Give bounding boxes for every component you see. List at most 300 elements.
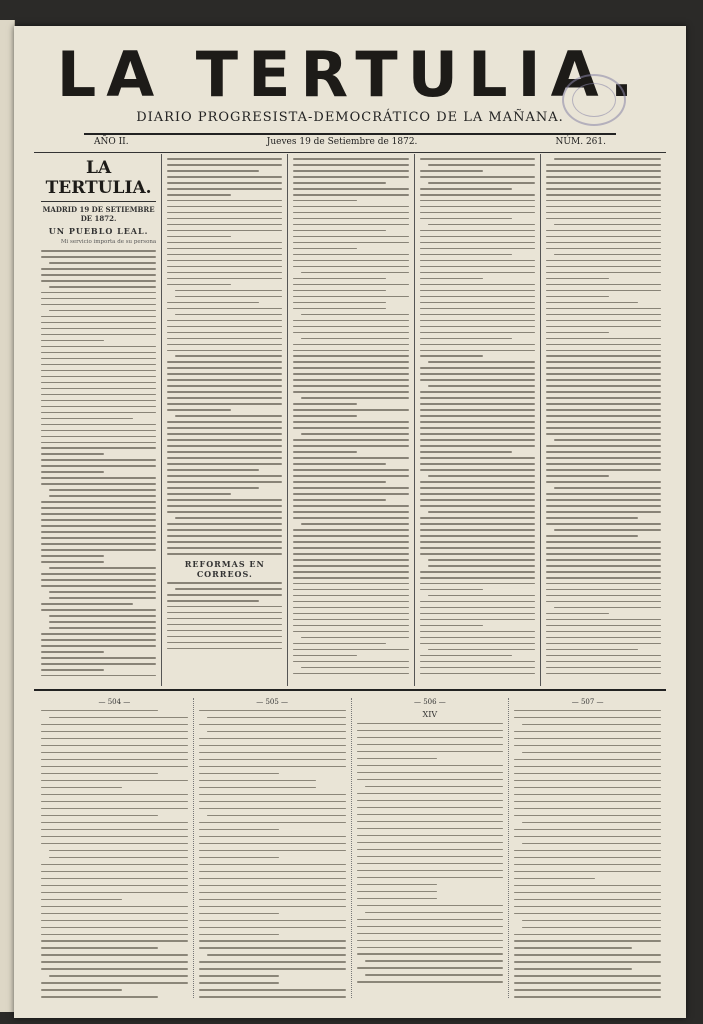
text-line [199,794,346,795]
text-line [546,469,661,471]
text-line [293,254,408,256]
text-line [365,960,504,961]
text-line [167,421,282,423]
text-line [546,373,661,375]
text-line [199,878,346,879]
text-line [293,248,356,250]
text-line [167,284,230,286]
text-line [293,296,408,298]
text-line [41,801,188,802]
text-line [293,487,408,489]
text-line [428,649,535,651]
text-line [293,439,408,441]
text-line [199,829,280,830]
text-line [41,752,188,753]
text-line [357,981,504,982]
text-line [293,583,408,585]
text-line [293,320,408,322]
text-line [199,759,346,760]
text-line [167,427,282,429]
text-line [167,230,282,232]
text-line [167,397,282,399]
text-line [41,899,122,900]
text-line [41,669,104,671]
text-line [514,961,661,962]
text-line [357,723,504,724]
text-line [175,355,282,357]
text-line [41,250,156,252]
text-line [546,236,661,238]
text-line [514,947,631,948]
text-line [293,415,356,417]
text-line [420,463,535,465]
text-line [199,738,346,739]
text-line [420,379,535,381]
text-line [167,332,282,334]
text-line [514,892,661,893]
text-line [420,541,535,543]
text-line [357,933,504,934]
text-line [293,284,408,286]
text-line [199,780,316,781]
text-line [514,766,661,767]
text-line [546,212,661,214]
article-text [41,250,156,676]
text-line [301,637,408,639]
text-line [357,884,438,885]
text-line [428,182,535,184]
text-line [199,787,316,788]
text-line [420,367,535,369]
text-line [167,553,282,555]
text-line [41,412,156,414]
text-line [357,765,504,766]
text-line [514,940,661,941]
text-line [293,385,408,387]
text-line [293,559,408,561]
text-line [293,463,385,465]
feuilleton-text [357,723,504,983]
text-line [301,523,408,525]
text-line [199,947,346,948]
text-line [41,982,188,983]
text-line [41,352,156,354]
text-line [41,657,156,659]
text-line [293,194,408,196]
text-line [420,619,535,621]
text-line [420,553,535,555]
text-line [546,517,638,519]
text-line [420,523,535,525]
text-line [357,821,504,822]
text-line [546,481,661,483]
masthead-subtitle: DIARIO PROGRESISTA-DEMOCRÁTICO DE LA MAÑANA. [136,110,564,125]
text-line [167,361,282,363]
text-line [420,284,535,286]
text-line [420,254,512,256]
text-line [293,613,408,615]
text-line [41,537,156,539]
text-line [167,373,282,375]
text-line [199,899,346,900]
text-line [199,864,346,865]
text-line [199,850,346,851]
text-line [41,483,156,485]
text-line [199,913,280,914]
text-line [293,673,408,675]
text-line [546,332,609,334]
text-line [167,487,259,489]
text-line [420,296,535,298]
text-line [167,433,282,435]
text-line [167,582,282,584]
text-line [522,752,661,753]
text-line [357,919,504,920]
text-line [420,547,535,549]
text-line [420,529,535,531]
text-line [546,535,638,537]
text-line [546,583,661,585]
text-line [293,266,408,268]
feuilleton-section [36,698,666,998]
text-line [167,606,282,608]
text-line [293,290,385,292]
text-line [41,406,156,408]
text-line [293,457,408,459]
text-line [420,403,535,405]
text-line [199,808,346,809]
text-line [41,961,188,962]
text-line [41,328,156,330]
text-line [293,188,408,190]
text-line [167,302,259,304]
text-line [301,433,408,435]
text-line [49,310,156,312]
text-line [546,397,661,399]
text-line [514,710,661,711]
text-line [167,636,282,638]
text-line [41,633,156,635]
text-line [546,427,661,429]
text-line [167,457,282,459]
text-line [546,403,661,405]
text-line [49,597,156,599]
text-line [546,361,661,363]
dateline: MADRID 19 DE SETIEMBRE DE 1872. [42,205,155,223]
text-line [49,850,188,851]
date-label: Jueves 19 de Setiembre de 1872. [266,137,418,147]
text-line [420,517,535,519]
text-line [41,507,156,509]
text-line [365,912,504,913]
text-line [546,248,661,250]
text-line [167,385,282,387]
text-line [199,982,280,983]
adjacent-page-edge [0,20,15,1012]
text-line [546,260,661,262]
text-line [554,254,661,256]
text-line [546,445,661,447]
text-line [514,787,661,788]
text-line [49,615,156,617]
text-line [420,457,535,459]
text-line [546,242,661,244]
text-line [49,495,156,497]
text-line [546,667,661,669]
text-line [167,266,282,268]
text-line [41,280,156,282]
text-line [514,899,661,900]
text-line [514,738,661,739]
text-line [49,286,156,288]
text-line [293,379,408,381]
text-line [293,355,408,357]
text-line [293,350,408,352]
year-label: AÑO II. [94,137,129,147]
text-line [514,850,661,851]
text-line [301,272,408,274]
text-line [207,731,346,732]
text-line [41,304,156,306]
text-line [420,427,535,429]
text-line [357,891,438,892]
text-line [514,878,595,879]
column-4 [415,154,541,686]
text-line [41,453,104,455]
text-line [41,256,156,258]
text-line [41,292,156,294]
text-line [199,801,346,802]
text-line [167,523,282,525]
column-2 [162,154,288,686]
text-line [420,290,535,292]
text-line [167,493,230,495]
feuilleton-column-4 [509,698,666,998]
text-line [522,843,661,844]
text-line [167,350,282,352]
text-line [420,667,535,669]
text-line [514,745,661,746]
text-line [293,409,408,411]
text-line [357,807,504,808]
text-line [514,773,661,774]
text-line [357,793,504,794]
text-line [420,212,535,214]
text-line [357,800,504,801]
text-line [546,296,609,298]
text-line [293,511,408,513]
text-line [41,759,188,760]
text-line [41,358,156,360]
text-line [428,595,535,597]
text-line [41,892,188,893]
text-line [41,603,133,605]
text-line [41,382,156,384]
text-line [41,906,188,907]
text-line [546,559,661,561]
text-line [420,589,483,591]
text-line [167,320,282,322]
text-line [167,594,282,596]
text-line [546,457,661,459]
text-line [514,989,661,990]
text-line [41,836,188,837]
text-line [167,535,282,537]
text-line [522,920,661,921]
text-line [428,164,535,166]
text-line [420,673,535,675]
text-line [546,547,661,549]
text-line [546,206,661,208]
text-line [293,218,408,220]
text-line [41,927,188,928]
text-line [546,194,661,196]
text-line [514,857,661,858]
text-line [420,481,535,483]
text-line [293,391,408,393]
text-line [41,766,188,767]
text-line [546,338,661,340]
text-line [428,475,535,477]
text-line [293,535,408,537]
text-line [293,601,408,603]
section-heading: UN PUEBLO LEAL. [48,226,149,236]
text-line [41,745,188,746]
text-line [293,302,385,304]
text-line [546,475,609,477]
text-line [546,409,661,411]
text-line [420,314,535,316]
text-line [41,639,156,641]
text-line [293,655,356,657]
newspaper-page [14,26,686,1018]
text-line [420,535,535,537]
text-line [546,188,661,190]
feuilleton-text [199,710,346,998]
text-line [167,505,282,507]
text-line [293,553,408,555]
text-line [293,164,408,166]
text-line [41,808,188,809]
text-line [41,579,156,581]
text-line [357,751,504,752]
text-line [293,589,408,591]
text-line [41,501,156,503]
text-line [293,242,408,244]
text-line [41,531,156,533]
text-line [546,385,661,387]
text-line [41,400,156,402]
text-line [514,906,661,907]
text-line [49,262,156,264]
text-line [175,296,282,298]
text-line [41,731,188,732]
text-line [420,272,535,274]
text-line [428,565,535,567]
text-line [546,326,661,328]
text-line [167,379,282,381]
text-line [167,236,230,238]
text-line [546,541,661,543]
text-line [420,577,535,579]
text-line [293,481,385,483]
text-line [41,663,156,665]
text-line [41,780,188,781]
text-line [167,308,282,310]
text-line [428,224,535,226]
text-line [41,543,156,545]
text-line [293,200,356,202]
text-line [554,439,661,441]
text-line [546,493,661,495]
text-line [546,355,661,357]
text-line [420,206,535,208]
text-line [428,385,535,387]
text-line [167,158,282,160]
text-line [420,409,535,411]
text-line [301,338,408,340]
header-rule-top [84,133,616,135]
text-line [420,493,535,495]
text-line [514,801,661,802]
text-line [546,230,661,232]
text-line [546,463,661,465]
text-line [420,421,535,423]
text-line [357,967,504,968]
text-line [41,340,104,342]
feuilleton-text [514,710,661,998]
text-line [293,373,408,375]
text-line [357,744,504,745]
text-line [199,843,346,844]
text-line [199,920,346,921]
text-line [293,505,408,507]
text-line [301,314,408,316]
text-line [357,835,504,836]
text-line [420,439,535,441]
text-line [546,164,661,166]
text-line [514,759,661,760]
text-line [41,954,188,955]
text-line [41,424,156,426]
text-line [41,885,188,886]
text-line [199,885,346,886]
text-line [420,445,535,447]
text-line [420,320,535,322]
text-line [514,864,661,865]
text-line [41,471,104,473]
text-line [546,218,661,220]
text-line [199,968,346,969]
text-line [293,493,408,495]
text-line [41,388,156,390]
text-line [546,643,661,645]
text-line [357,730,504,731]
text-line [420,338,512,340]
text-line [293,595,408,597]
text-line [167,188,282,190]
text-line [41,787,122,788]
text-line [420,397,535,399]
text-line [554,607,661,609]
text-line [167,218,282,220]
article-text [167,582,282,649]
text-line [293,529,408,531]
text-line [199,752,346,753]
text-line [420,433,535,435]
column-1 [36,154,162,686]
feuilleton-column-3 [352,698,510,998]
